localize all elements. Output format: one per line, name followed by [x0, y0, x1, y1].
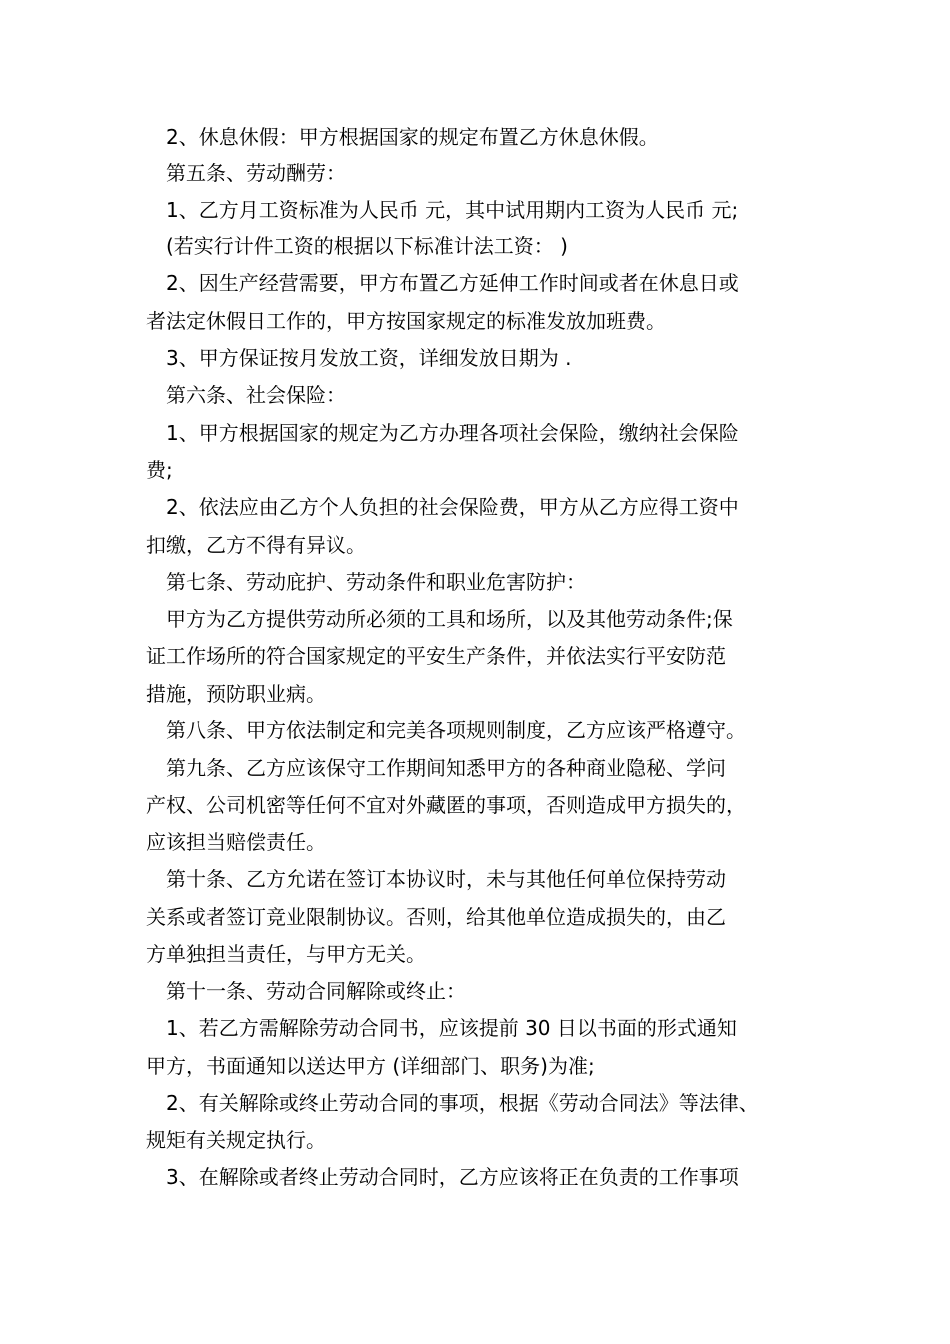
document-line: 第九条、乙方应该保守工作期间知悉甲方的各种商业隐秘、学问	[146, 756, 726, 780]
document-line: 1、甲方根据国家的规定为乙方办理各项社会保险，缴纳社会保险	[146, 421, 739, 445]
document-line: 第八条、甲方依法制定和完美各项规则制度，乙方应该严格遵守。	[146, 718, 746, 742]
document-line: 应该担当赔偿责任。	[146, 830, 326, 854]
document-line: 第七条、劳动庇护、劳动条件和职业危害防护：	[146, 570, 586, 594]
document-line: 措施，预防职业病。	[146, 682, 326, 706]
document-line: 扣缴，乙方不得有异议。	[146, 533, 366, 557]
document-line: 规矩有关规定执行。	[146, 1128, 326, 1152]
document-line: 第十一条、劳动合同解除或终止：	[146, 979, 466, 1003]
document-line: 证工作场所的符合国家规定的平安生产条件，并依法实行平安防范	[146, 644, 726, 668]
document-line: 2、因生产经营需要，甲方布置乙方延伸工作时间或者在休息日或	[146, 271, 739, 295]
document-line: 产权、公司机密等任何不宜对外藏匿的事项，否则造成甲方损失的，	[146, 793, 746, 817]
document-line: 费;	[146, 458, 173, 482]
document-line: 关系或者签订竞业限制协议。否则，给其他单位造成损失的，由乙	[146, 905, 726, 929]
document-line: 3、甲方保证按月发放工资，详细发放日期为 .	[146, 346, 572, 370]
document-line: 甲方为乙方提供劳动所必须的工具和场所，以及其他劳动条件;保	[146, 607, 733, 631]
document-line: 2、有关解除或终止劳动合同的事项，根据《劳动合同法》等法律、	[146, 1091, 759, 1115]
document-line: 1、若乙方需解除劳动合同书，应该提前 30 日以书面的形式通知	[146, 1016, 737, 1040]
document-line: 甲方，书面通知以送达甲方 (详细部门、职务)为准;	[146, 1054, 595, 1078]
document-line: 第五条、劳动酬劳：	[146, 161, 346, 185]
document-line: 2、休息休假：甲方根据国家的规定布置乙方休息休假。	[146, 125, 659, 149]
document-line: 1、乙方月工资标准为人民币 元，其中试用期内工资为人民币 元;	[146, 198, 739, 222]
document-line: 2、依法应由乙方个人负担的社会保险费，甲方从乙方应得工资中	[146, 495, 739, 519]
document-line: 第六条、社会保险：	[146, 383, 346, 407]
document-line: 第十条、乙方允诺在签订本协议时，未与其他任何单位保持劳动	[146, 867, 726, 891]
document-line: 3、在解除或者终止劳动合同时，乙方应该将正在负责的工作事项	[146, 1165, 739, 1189]
document-line: 者法定休假日工作的，甲方按国家规定的标准发放加班费。	[146, 309, 666, 333]
document-line: 方单独担当责任，与甲方无关。	[146, 942, 426, 966]
document-line: (若实行计件工资的根据以下标准计法工资： )	[146, 234, 568, 258]
